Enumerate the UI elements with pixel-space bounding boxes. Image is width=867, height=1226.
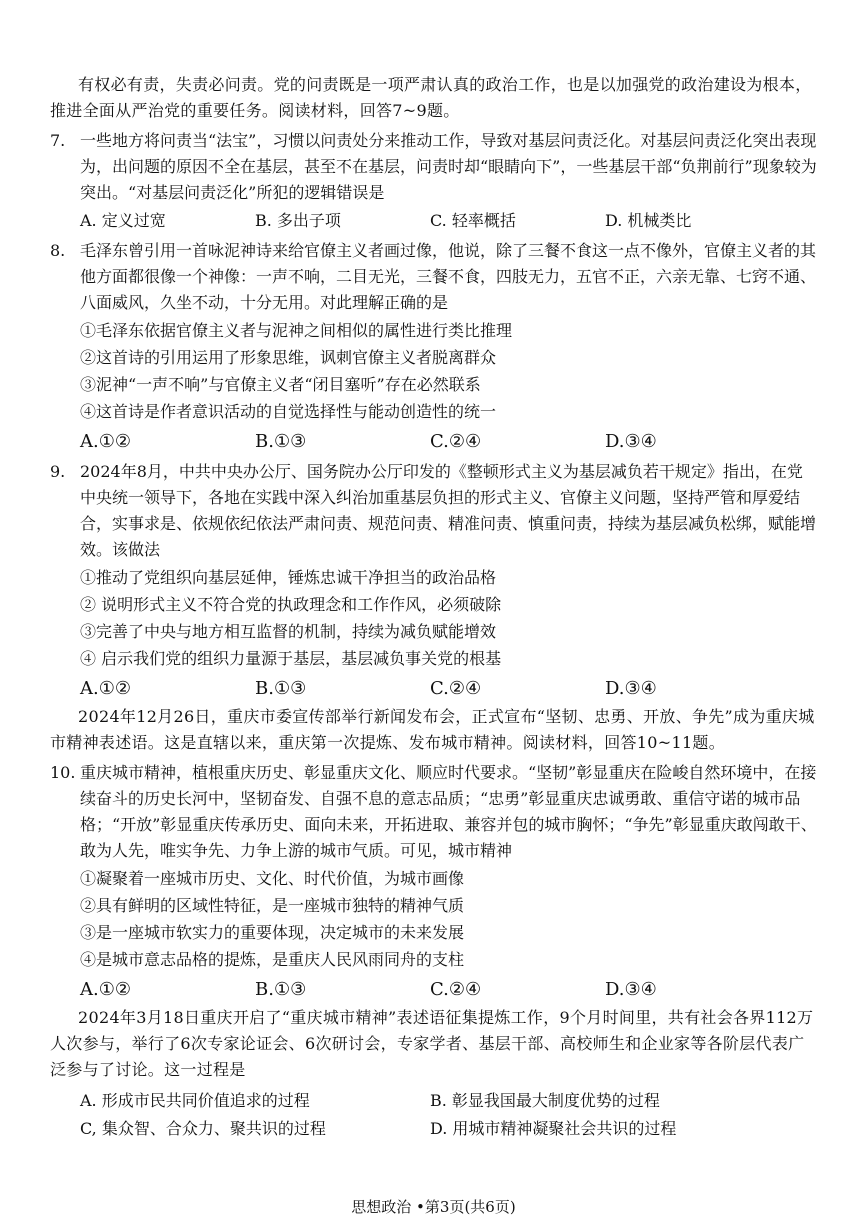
statement-2: ② 说明形式主义不符合党的执政理念和工作作风，必须破除 (80, 595, 502, 614)
option-b[interactable]: B.①③ (255, 431, 307, 452)
statement-2: ②这首诗的引用运用了形象思维，讽刺官僚主义者脱离群众 (80, 348, 497, 367)
option-c[interactable]: C.②④ (430, 678, 482, 699)
statement-4: ④这首诗是作者意识活动的自觉选择性与能动创造性的统一 (80, 402, 497, 421)
material-intro-7-9: 有权必有责，失责必问责。党的问责既是一项严肃认真的政治工作，也是以加强党的政治建设为根本，推进全面从严治党的重要任务。阅读材料，回答7~9题。 (50, 75, 812, 120)
question-number: 9. (50, 462, 66, 481)
option-c[interactable]: C. 轻率概括 (430, 211, 516, 230)
question-number: 8. (50, 241, 66, 260)
option-b[interactable]: B. 彰显我国最大制度优势的过程 (430, 1091, 660, 1110)
question-8-options (80, 429, 817, 455)
option-d[interactable]: D. 机械类比 (605, 211, 692, 230)
question-stem: 毛泽东曾引用一首咏泥神诗来给官僚主义者画过像，他说，除了三餐不食这一点不像外，官僚主义者的其他方面都很像一个神像：一声不响，二目无光，三餐不食，四肢无力，五官不正，六亲无靠、七窍不通、八面威风，久坐不动，十分无用。对此理解正确的是 (80, 241, 817, 312)
option-d[interactable]: D.③④ (605, 431, 657, 452)
option-c[interactable]: C.②④ (430, 431, 482, 452)
question-10 (50, 760, 817, 864)
option-b[interactable]: B.①③ (255, 979, 307, 1000)
statement-1: ①凝聚着一座城市历史、文化、时代价值，为城市画像 (80, 869, 465, 888)
option-d[interactable]: D.③④ (605, 979, 657, 1000)
question-stem: 一些地方将问责当“法宝”，习惯以问责处分来推动工作，导致对基层问责泛化。对基层问责泛化突出表现为，出问题的原因不全在基层，甚至不在基层，问责时却“眼睛向下”，一些基层干部“负荆前行”现象较为突出。“对基层问责泛化”所犯的逻辑错误是 (80, 131, 817, 202)
option-b[interactable]: B.①③ (255, 678, 307, 699)
question-number: 7. (50, 131, 66, 150)
question-9 (50, 459, 817, 563)
question-stem: 重庆城市精神，植根重庆历史、彰显重庆文化、顺应时代要求。“坚韧”彰显重庆在险峻自然环境中，在接续奋斗的历史长河中，坚韧奋发、自强不息的意志品质；“忠勇”彰显重庆忠诚勇敢、重信守诺的城市品格；“开放”彰显重庆传承历史、面向未来，开拓进取、兼容并包的城市胸怀；“争先”彰显重庆敢闯敢干、敢为人先，唯实争先、力争上游的城市气质。可见，城市精神 (80, 763, 817, 860)
option-a[interactable]: A.①② (80, 678, 131, 699)
option-a[interactable]: A. 定义过宽 (80, 211, 166, 230)
question-stem: 2024年8月，中共中央办公厅、国务院办公厅印发的《整顿形式主义为基层减负若干规定》指出，在党中央统一领导下，各地在实践中深入纠治加重基层负担的形式主义、官僚主义问题，坚持严管和厚爱结合，实事求是、依规依纪依法严肃问责、规范问责、精准问责、慎重问责，持续为基层减负松绑，赋能增效。该做法 (80, 462, 817, 559)
question-11-options (80, 1087, 817, 1143)
statement-3: ③泥神“一声不响”与官僚主义者“闭目塞听”存在必然联系 (80, 375, 481, 394)
statement-1: ①推动了党组织向基层延伸，锤炼忠诚干净担当的政治品格 (80, 568, 497, 587)
option-d[interactable]: D. 用城市精神凝聚社会共识的过程 (430, 1119, 677, 1138)
option-a[interactable]: A. 形成市民共同价值追求的过程 (80, 1091, 310, 1110)
material-intro-10-11: 2024年12月26日，重庆市委宣传部举行新闻发布会，正式宣布“坚韧、忠勇、开放、争先”成为重庆城市精神表述语。这是直辖以来，重庆第一次提炼、发布城市精神。阅读材料，回答10~11题。 (50, 707, 815, 752)
question-10-statements (80, 866, 817, 973)
question-number: 10. (50, 763, 76, 782)
option-a[interactable]: A.①② (80, 431, 131, 452)
question-11-stem: 2024年3月18日重庆开启了“重庆城市精神”表述语征集提炼工作，9个月时间里，共有社会各界112万人次参与，举行了6次专家论证会、6次研讨会，专家学者、基层干部、高校师生和企业家等各阶层代表广泛参与了讨论。这一过程是 (50, 1008, 814, 1079)
question-9-statements (80, 565, 817, 672)
question-7 (50, 128, 817, 206)
statement-3: ③是一座城市软实力的重要体现，决定城市的未来发展 (80, 923, 465, 942)
question-9-options (80, 676, 817, 702)
question-7-options (80, 208, 817, 234)
question-8-statements (80, 318, 817, 425)
option-b[interactable]: B. 多出子项 (255, 211, 341, 230)
page-footer: 思想政治 •第3页(共6页) (351, 1198, 516, 1216)
option-c[interactable]: C, 集众智、合众力、聚共识的过程 (80, 1119, 326, 1138)
statement-4: ④是城市意志品格的提炼，是重庆人民风雨同舟的支柱 (80, 950, 465, 969)
statement-4: ④ 启示我们党的组织力量源于基层，基层减负事关党的根基 (80, 649, 502, 668)
question-8 (50, 238, 817, 316)
option-c[interactable]: C.②④ (430, 979, 482, 1000)
question-10-options (80, 977, 817, 1003)
statement-3: ③完善了中央与地方相互监督的机制，持续为减负赋能增效 (80, 622, 497, 641)
option-d[interactable]: D.③④ (605, 678, 657, 699)
statement-1: ①毛泽东依据官僚主义者与泥神之间相似的属性进行类比推理 (80, 321, 513, 340)
option-a[interactable]: A.①② (80, 979, 131, 1000)
statement-2: ②具有鲜明的区域性特征，是一座城市独特的精神气质 (80, 896, 465, 915)
